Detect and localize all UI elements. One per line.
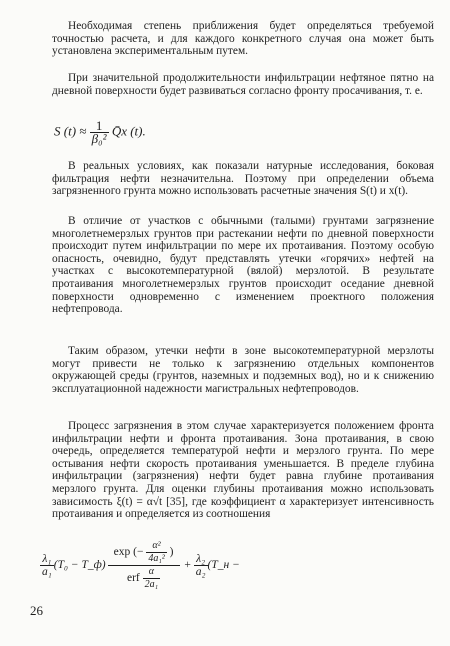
- formula-2-big-fraction: [108, 540, 180, 591]
- formula-2-numerator: exp (− $\frac{\text{α²}}{\text{4a₁²}}$ ): [108, 540, 180, 566]
- formula-2-exp-fraction: [146, 540, 166, 565]
- formula-2-exp-label: exp: [113, 546, 131, 559]
- formula-2-exp-num: α²: [146, 540, 166, 553]
- formula-2-f1-num: λ₁: [40, 553, 54, 566]
- formula-1-lhs: S (t) ≈: [54, 123, 87, 139]
- paragraph-3: В реальных условиях, как показали натурные исследования, боковая фильтрация нефти незначительна. Поэтому при определении объема загрязненного грунта можно использовать расчетные значения S(t) и x(t).: [52, 160, 434, 198]
- formula-2-plus: +: [184, 559, 191, 572]
- formula-1-fraction: [90, 120, 109, 145]
- formula-s-of-t: [54, 120, 146, 145]
- formula-2-erf-fraction: [143, 566, 160, 591]
- paragraph-6: Процесс загрязнения в этом случае характеризуется положением фронта инфильтрации нефти и фронта протаивания. Зона протаивания, в свою очередь, определяется температурой нефти и мерзлого грунта. По мере остывания нефти скорость протаивания уменьшается. В пределе глубина инфильтрации (загрязнения) нефти будет равна глубине протаивания мерзлого грунта. Для оценки глубины протаивания можно использовать зависимость ξ(t) = α√t [35], где коэффициент α характеризует интенсивность протаивания и определяется из соотношения: [52, 420, 434, 521]
- formula-2-tail: (T_н −: [207, 559, 240, 572]
- formula-2-frac-2: [194, 553, 208, 578]
- formula-2-f2-den: a₂: [195, 566, 206, 578]
- formula-1-frac-num: 1: [90, 120, 109, 133]
- formula-2-mid: (T₀ − T_ф): [53, 559, 106, 572]
- formula-2-f2-num: λ₂: [194, 553, 208, 566]
- paragraph-2: При значительной продолжительности инфильтрации нефтяное пятно на дневной поверхности будет развиваться согласно фронту просачивания, т. е.: [52, 72, 434, 97]
- formula-1-rhs: Q̄x (t).: [111, 123, 146, 139]
- page-number: 26: [30, 603, 43, 618]
- formula-2-frac-1: [40, 553, 54, 578]
- formula-2-erf-den: 2a₁: [144, 579, 159, 590]
- formula-2-f1-den: a₁: [42, 566, 52, 578]
- formula-2-erf-num: α: [143, 566, 160, 579]
- formula-1-frac-den: β₀²: [91, 131, 107, 146]
- paragraph-1: Необходимая степень приближения будет определяться требуемой точностью расчета, и для каждого конкретного случая она может быть установлена экспериментальным путем.: [52, 20, 434, 58]
- formula-2-exp-den: 4a₁²: [148, 553, 165, 564]
- paragraph-4: В отличие от участков с обычными (талыми) грунтами загрязнение многолетнемерзлых грунтов при растекании нефти по дневной поверхности происходит путем инфильтрации по мере их протаивания. Поэтому особую опасность, очевидно, будут представлять утечки «горячих» нефтей на участках с высокотемпературной (вялой) мерзлотой. В результате протаивания многолетнемерзлых грунтов происходит оседание дневной поверхности одновременно с изменением проектного положения нефтепровода.: [52, 215, 434, 316]
- formula-2-erf-label: erf: [127, 572, 140, 585]
- formula-2-denominator: [108, 566, 180, 591]
- formula-thaw-balance: [40, 540, 240, 591]
- paragraph-5: Таким образом, утечки нефти в зоне высокотемпературной мерзлоты могут привести не только к загрязнению отдельных компонентов окружающей среды (грунтов, наземных и подземных вод), но и к снижению эксплуатационной надежности магистральных нефтепроводов.: [52, 345, 434, 395]
